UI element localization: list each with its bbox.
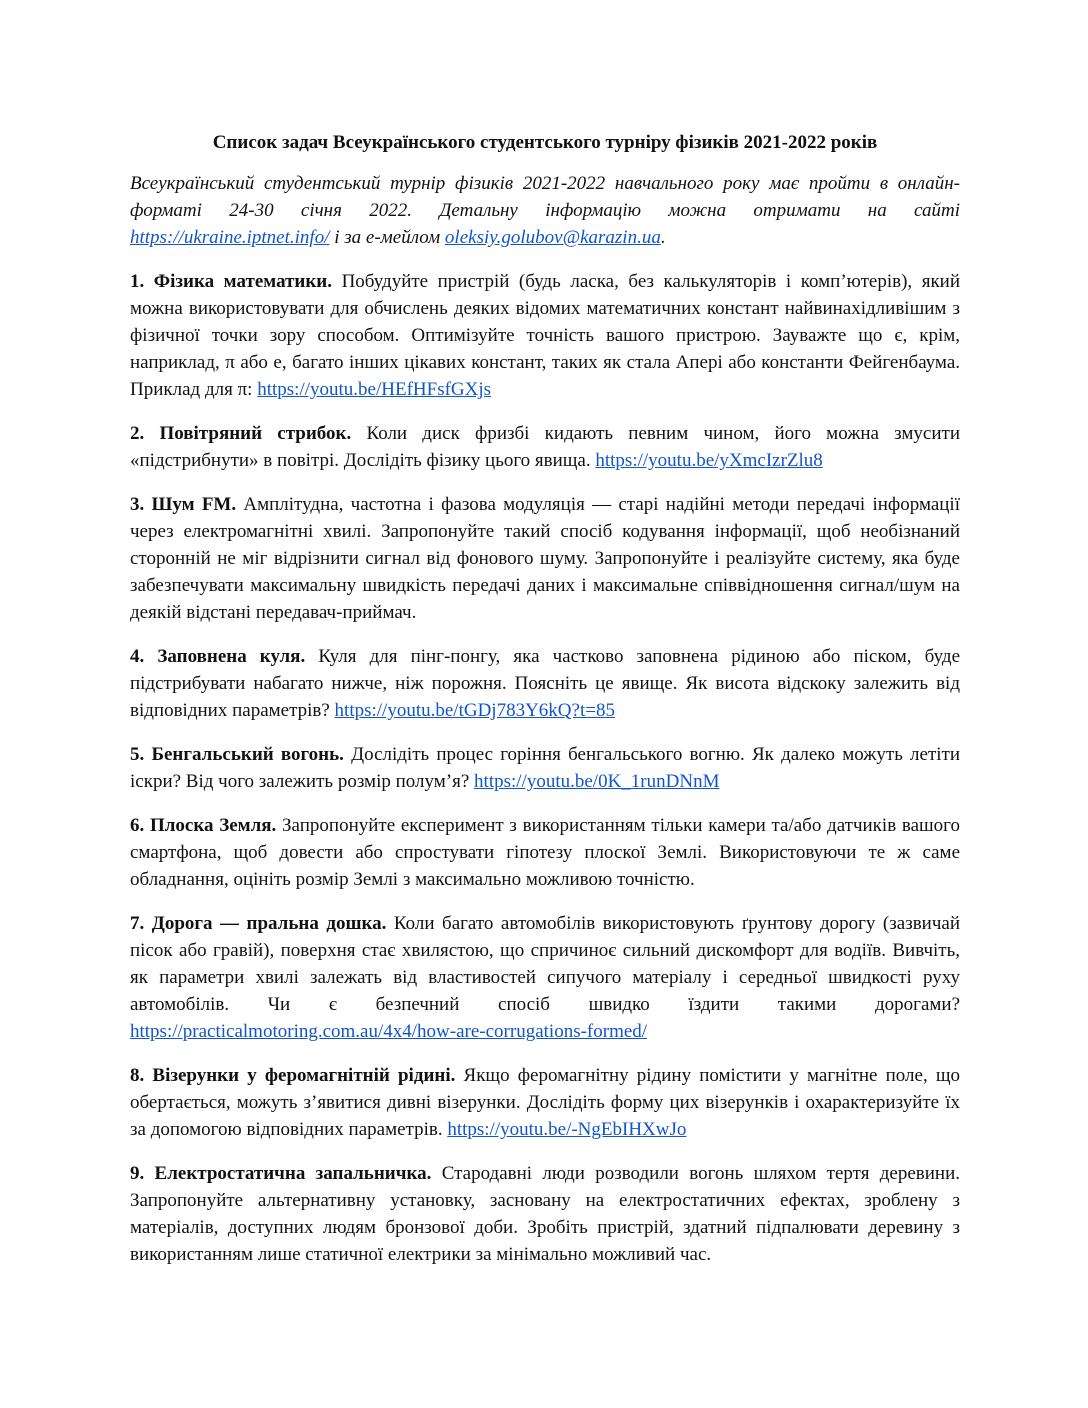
task-link[interactable]: https://practicalmotoring.com.au/4x4/how-are-corrugations-formed/: [130, 1021, 648, 1042]
task-text: Коли багато автомобілів використовують ґрунтову дорогу (зазвичай пісок або гравій), поверхня стає хвилястою, що спричиноє сильний дискомфорт для водіїв. Вивчіть, як параметри хвилі залежать від властивостей сипучого матеріалу і середньої швидкості руху автомобілів. Чи є безпечний спосіб швидко їздити такими дорогами?: [130, 913, 960, 1015]
task-text: Побудуйте пристрій (будь ласка, без калькуляторів і комп’ютерів), який можна використовувати для обчислень деяких відомих математичних констант найвинахідливішим з фізичної точки зору способом. Оптимізуйте точність вашого пристрою. Зауважте що є, крім, наприклад, π або e, багато інших цікавих констант, таких як стала Апері або константи Фейгенбаума. Приклад для π:: [130, 271, 961, 400]
task-heading: 5. Бенгальський вогонь.: [130, 744, 344, 765]
task-text: Коли диск фризбі кидають певним чином, його можна змусити «підстрибнути» в повітрі. Дослідіть фізику цього явища.: [130, 423, 960, 471]
task-heading: 3. Шум FM.: [130, 494, 237, 515]
task-text: Якщо феромагнітну рідину помістити у магнітне поле, що обертається, можуть з’явитися дивні візерунки. Дослідіть форму цих візерунків і охарактеризуйте їх за допомогою відповідних параметрів.: [130, 1065, 961, 1140]
task-6: [130, 812, 960, 893]
task-text: Запропонуйте експеримент з використанням тільки камери та/або датчиків вашого смартфона, щоб довести або спростувати гіпотезу плоскої Землі. Використовуючи те ж саме обладнання, оцініть розмір Землі з максимально можливою точністю.: [130, 815, 960, 890]
email-link[interactable]: oleksiy.golubov@karazin.ua: [444, 227, 661, 248]
task-text: Стародавні люди розводили вогонь шляхом тертя деревини. Запропонуйте альтернативну установку, засновану на електростатичних ефектах, зроблену з матеріалів, доступних людям бронзової доби. Зробіть пристрій, здатний підпалювати деревину з використанням лише статичної електрики за мінімально можливий час.: [130, 1163, 960, 1265]
intro-text: Всеукраїнський студентський турнір фізиків 2021-2022 навчального року має пройти в онлайн-форматі 24-30 січня 2022. Детальну інформацію можна отримати на сайті: [130, 173, 960, 221]
task-link[interactable]: https://youtu.be/HEfHFsfGXjs: [257, 379, 492, 400]
task-link[interactable]: https://youtu.be/0K_1runDNnM: [474, 771, 720, 792]
task-heading: 2. Повітряний стрибок.: [130, 423, 352, 444]
task-link[interactable]: https://youtu.be/yXmcIzrZlu8: [595, 450, 823, 471]
task-4: [130, 643, 960, 724]
task-1: [130, 268, 960, 403]
task-heading: 1. Фізика математики.: [130, 271, 333, 292]
intro-end: .: [660, 227, 666, 248]
task-text: Куля для пінг-понгу, яка частково заповнена рідиною або піском, буде підстрибувати набагато нижче, ніж порожня. Поясніть це явище. Як висота відскоку залежить від відповідних параметрів?: [130, 646, 960, 721]
task-link[interactable]: https://youtu.be/tGDj783Y6kQ?t=85: [334, 700, 615, 721]
task-heading: 7. Дорога — пральна дошка.: [130, 913, 387, 934]
task-5: [130, 741, 960, 795]
task-text: Амплітудна, частотна і фазова модуляція — старі надійні методи передачі інформації через електромагнітні хвилі. Запропонуйте такий спосіб кодування інформації, щоб необізнаний сторонній не міг відрізнити сигнал від фонового шуму. Запропонуйте і реалізуйте систему, яка буде забезпечувати максимальну швидкість передачі даних і максимальне співвідношення сигнал/шум на деякій відстані передавач-приймач.: [130, 494, 960, 623]
task-7: [130, 910, 960, 1045]
document-title: Список задач Всеукраїнського студентського турніру фізиків 2021-2022 років: [212, 132, 878, 153]
task-heading: 9. Електростатична запальничка.: [130, 1163, 432, 1184]
intro-middle: і за е-мейлом: [329, 227, 445, 248]
task-8: [130, 1062, 960, 1143]
task-2: [130, 420, 960, 474]
task-link[interactable]: https://youtu.be/-NgEbIHXwJo: [447, 1119, 687, 1140]
intro-paragraph: [130, 170, 960, 251]
site-link[interactable]: https://ukraine.iptnet.info/: [130, 227, 330, 248]
task-text: Дослідіть процес горіння бенгальського вогню. Як далеко можуть летіти іскри? Від чого залежить розмір полум’я?: [130, 744, 961, 792]
task-heading: 6. Плоска Земля.: [130, 815, 277, 836]
task-heading: 4. Заповнена куля.: [130, 646, 306, 667]
task-9: [130, 1160, 960, 1268]
task-heading: 8. Візерунки у феромагнітній рідині.: [130, 1065, 456, 1086]
task-3: [130, 491, 960, 626]
